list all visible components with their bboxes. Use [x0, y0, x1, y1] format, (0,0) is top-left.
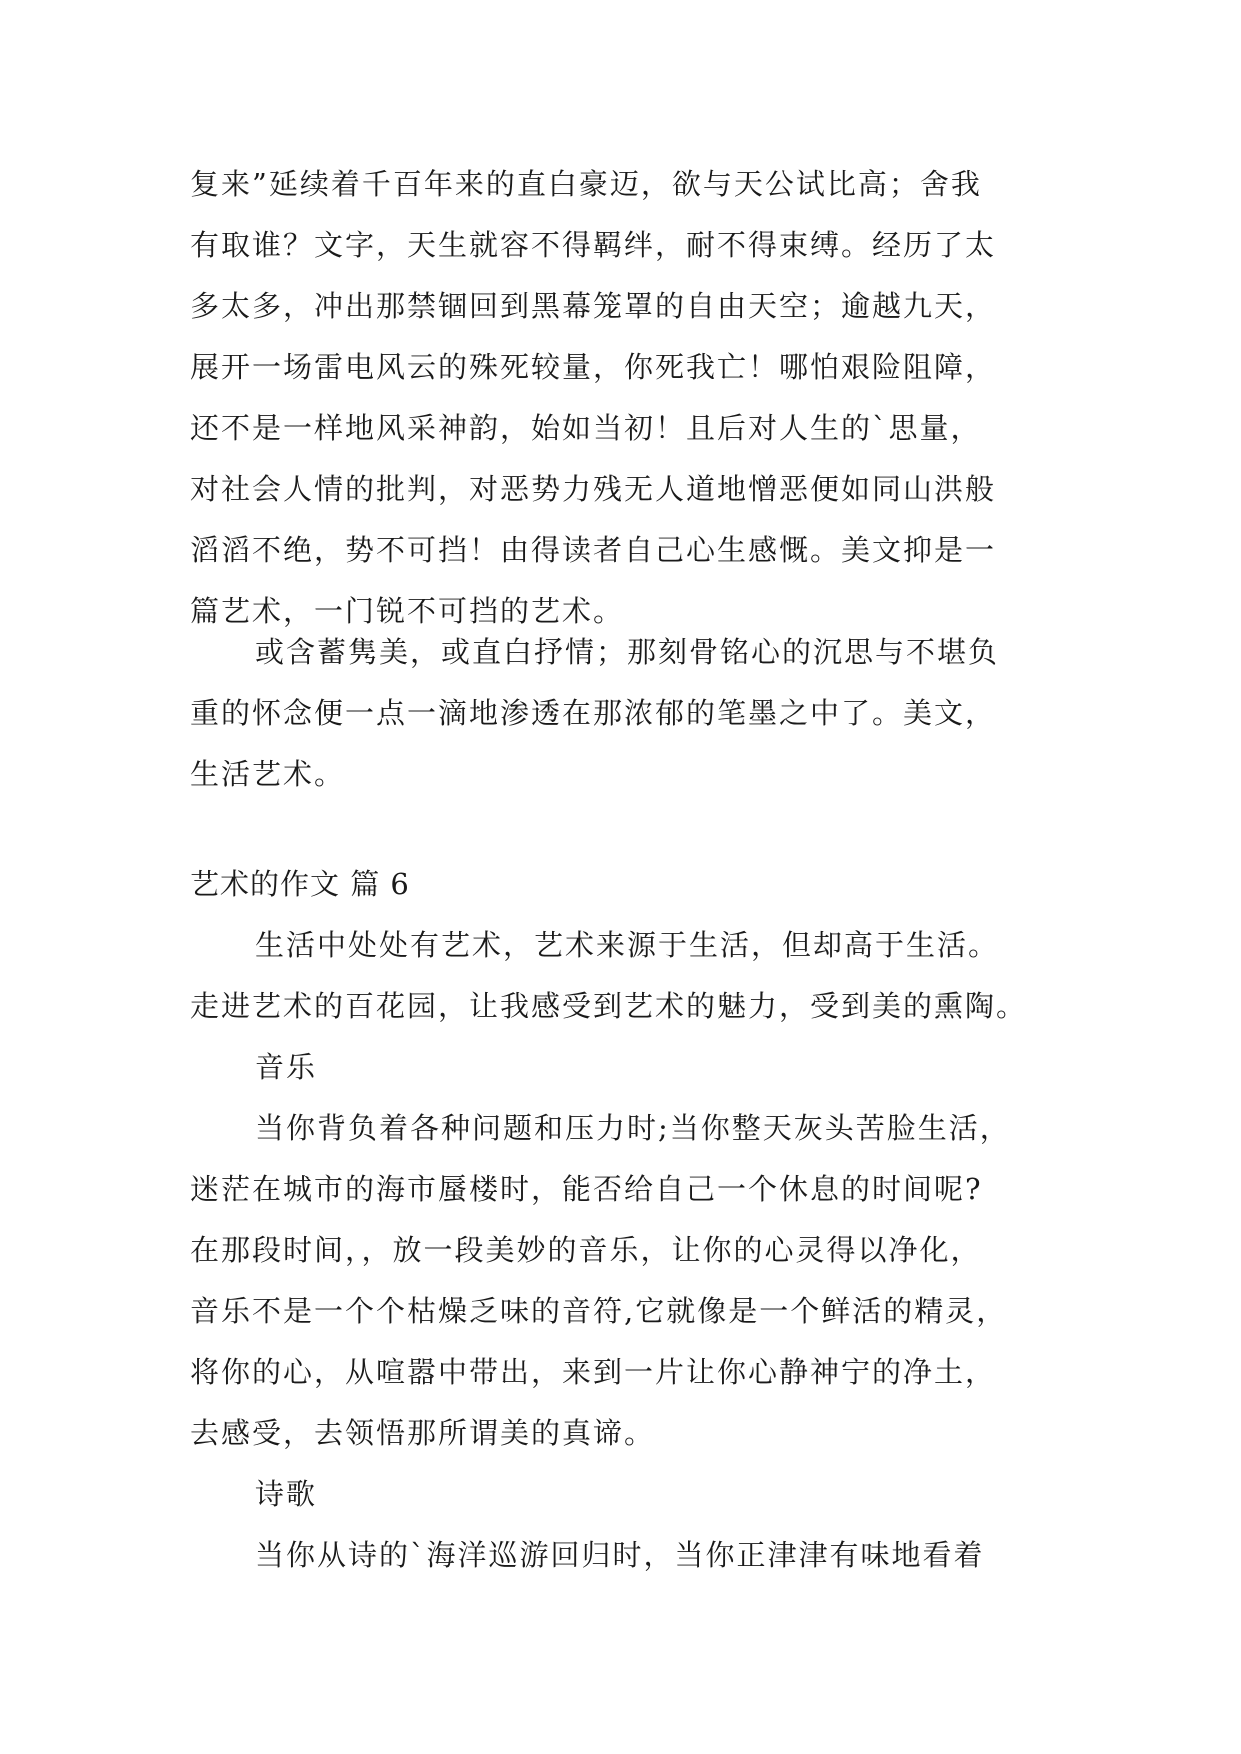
text-line: 篇艺术，一门锐不可挡的艺术。 — [190, 594, 625, 628]
text-line: 迷茫在城市的海市蜃楼时，能否给自己一个休息的时间呢? — [190, 1172, 983, 1206]
text-line: 或含蓄隽美，或直白抒情；那刻骨铭心的沉思与不堪负 — [255, 635, 1000, 669]
text-line: 对社会人情的批判，对恶势力残无人道地憎恶便如同山洪般 — [190, 472, 997, 506]
text-line: 去感受，去领悟那所谓美的真谛。 — [190, 1416, 656, 1450]
paragraph-1 — [190, 154, 1070, 642]
subheading-poetry: 诗歌 — [255, 1477, 318, 1511]
text-line: 生活中处处有艺术，艺术来源于生活，但却高于生活。 — [255, 928, 1000, 962]
text-line: 还不是一样地风采神韵，始如当初！且后对人生的`思量， — [190, 411, 982, 445]
section-heading: 艺术的作文 篇 6 — [190, 867, 410, 901]
text-line: 展开一场雷电风云的殊死较量，你死我亡！哪怕艰险阻障， — [190, 350, 997, 384]
subheading-music: 音乐 — [255, 1050, 318, 1084]
text-line: 有取谁？文字，天生就容不得羁绊，耐不得束缚。经历了太 — [190, 228, 997, 262]
text-line: 在那段时间，，放一段美妙的音乐，让你的心灵得以净化， — [190, 1233, 982, 1267]
text-line: 当你从诗的`海洋巡游回归时，当你正津津有味地看着 — [255, 1538, 985, 1572]
text-line: 音乐不是一个个枯燥乏味的音符,它就像是一个鲜活的精灵， — [190, 1294, 1008, 1328]
text-line: 多太多，冲出那禁锢回到黑幕笼罩的自由天空；逾越九天， — [190, 289, 997, 323]
text-line: 将你的心，从喧嚣中带出，来到一片让你心静神宁的净土， — [190, 1355, 997, 1389]
text-line: 当你背负着各种问题和压力时;当你整天灰头苦脸生活， — [255, 1111, 1011, 1145]
text-line: 走进艺术的百花园，让我感受到艺术的魅力，受到美的熏陶。 — [190, 989, 1028, 1023]
text-line: 重的怀念便一点一滴地渗透在那浓郁的笔墨之中了。美文， — [190, 696, 997, 730]
text-line: 复来”延续着千百年来的直白豪迈，欲与天公试比高；舍我 — [190, 167, 982, 201]
paragraph-2 — [190, 622, 1070, 805]
text-line: 生活艺术。 — [190, 757, 346, 791]
section-6 — [190, 854, 1070, 1586]
text-line: 滔滔不绝，势不可挡！由得读者自己心生感慨。美文抑是一 — [190, 533, 997, 567]
